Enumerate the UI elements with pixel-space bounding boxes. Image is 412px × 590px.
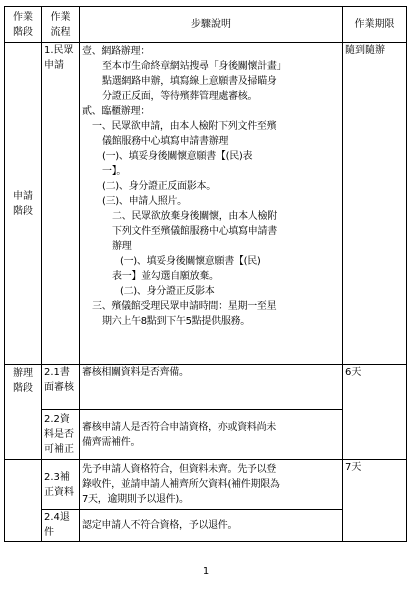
apply-flow-line: 申請: [44, 60, 64, 71]
step-line: (一)、填妥身後關懷意願書【(民): [120, 256, 261, 267]
process-flow: [42, 460, 80, 510]
apply-stage: [5, 43, 42, 365]
process-flow-line: 2.2資: [44, 414, 70, 425]
step-line: 儀館服務中心填寫申請書辦理: [102, 136, 229, 147]
process-desc: [80, 365, 343, 410]
process-desc-line: 7天，逾期則予以退件)。: [82, 494, 189, 505]
process-desc-line: 審核相關資料是否齊備。: [82, 367, 189, 378]
process-flow-line: 正資料: [44, 486, 74, 498]
step-line: 表一】並勾選自願放棄。: [112, 271, 219, 282]
apply-deadline: 隨到隨辦: [343, 43, 407, 365]
process-row: [5, 365, 407, 410]
table-header-row: [5, 7, 407, 43]
apply-steps: [80, 43, 343, 365]
process-stage-empty: [5, 460, 42, 542]
step-line: 二、民眾欲放棄身後關懷，由本人檢附: [112, 211, 277, 222]
step-line: 一】。: [102, 166, 127, 177]
process-desc: [80, 410, 343, 460]
process-flow-line: 面審核: [44, 382, 74, 393]
process-flow: [42, 365, 80, 410]
step-line: 貳、臨櫃辦理：: [82, 106, 150, 117]
apply-flow: [42, 43, 80, 365]
step-line: (三)、申請人照片。: [102, 196, 187, 207]
process-desc-line: 先予申請人資格符合，但資料未齊。先予以登: [82, 464, 276, 475]
step-line: 三、殯儀館受理民眾申請時間：星期一至星: [92, 301, 277, 312]
page-number: 1: [202, 566, 210, 577]
process-flow-line: 件: [44, 527, 54, 538]
header-stage-line: 階段: [13, 26, 33, 38]
header-flow-line: 作業: [50, 11, 71, 23]
step-line: (二)、身分證正反影本: [120, 286, 215, 297]
header-flow-line: 流程: [50, 26, 71, 38]
step-line: 一、民眾欲申請，由本人檢附下列文件至殯: [92, 121, 277, 132]
process-stage-line: 階段: [13, 383, 33, 394]
step-line: 下列文件至殯儀館服務中心填寫申請書: [112, 226, 277, 237]
step-line: 分證正反面，等待殯葬管理處審核。: [102, 91, 258, 102]
process-desc-line: 錄收件，並請申請人補齊所欠資料(補件期限為: [82, 479, 280, 490]
step-line: (一)、填妥身後關懷意願書【(民)表: [102, 151, 253, 162]
step-line: 壹、網路辦理：: [82, 46, 150, 57]
header-deadline: 作業期限: [343, 7, 407, 43]
procedure-table: [4, 6, 407, 542]
process-flow-line: 2.3補: [44, 471, 70, 483]
apply-stage-line: 申請: [13, 190, 33, 202]
header-steps: 步驟說明: [80, 7, 343, 43]
step-line: 期六上午8點到下午5點提供服務。: [102, 316, 250, 327]
process-flow-line: 2.1書: [44, 367, 70, 378]
process-flow-line: 2.4退: [44, 512, 70, 523]
process-flow: [42, 510, 80, 542]
process-row: [5, 460, 407, 510]
step-line: 辦理: [112, 241, 132, 252]
step-line: (二)、身分證正反面影本。: [102, 181, 216, 192]
process-desc: [80, 510, 343, 542]
process-desc-line: 審核申請人是否符合申請資格，亦或資料尚未: [82, 421, 276, 433]
header-stage: [5, 7, 42, 43]
apply-row: [5, 43, 407, 365]
process-stage-line: 辦理: [13, 368, 33, 379]
process-deadline: 6天: [343, 365, 407, 460]
process-deadline: 7天: [343, 460, 407, 542]
header-flow: [42, 7, 80, 43]
header-stage-line: 作業: [13, 11, 33, 23]
step-line: 至本市生命終章網站搜尋「身後關懷計畫」: [102, 61, 287, 72]
process-desc: [80, 460, 343, 510]
process-flow-line: 料是否: [44, 429, 74, 440]
apply-flow-line: 1.民眾: [44, 45, 74, 56]
step-line: 點選網路申辦，填寫線上意願書及掃瞄身: [102, 76, 277, 87]
process-flow: [42, 410, 80, 460]
process-flow-line: 可補正: [44, 444, 74, 455]
process-stage: [5, 365, 42, 460]
apply-stage-line: 階段: [13, 205, 33, 217]
process-desc-line: 備齊需補件。: [82, 436, 141, 448]
process-desc-line: 認定申請人不符合資格，予以退件。: [82, 520, 238, 531]
